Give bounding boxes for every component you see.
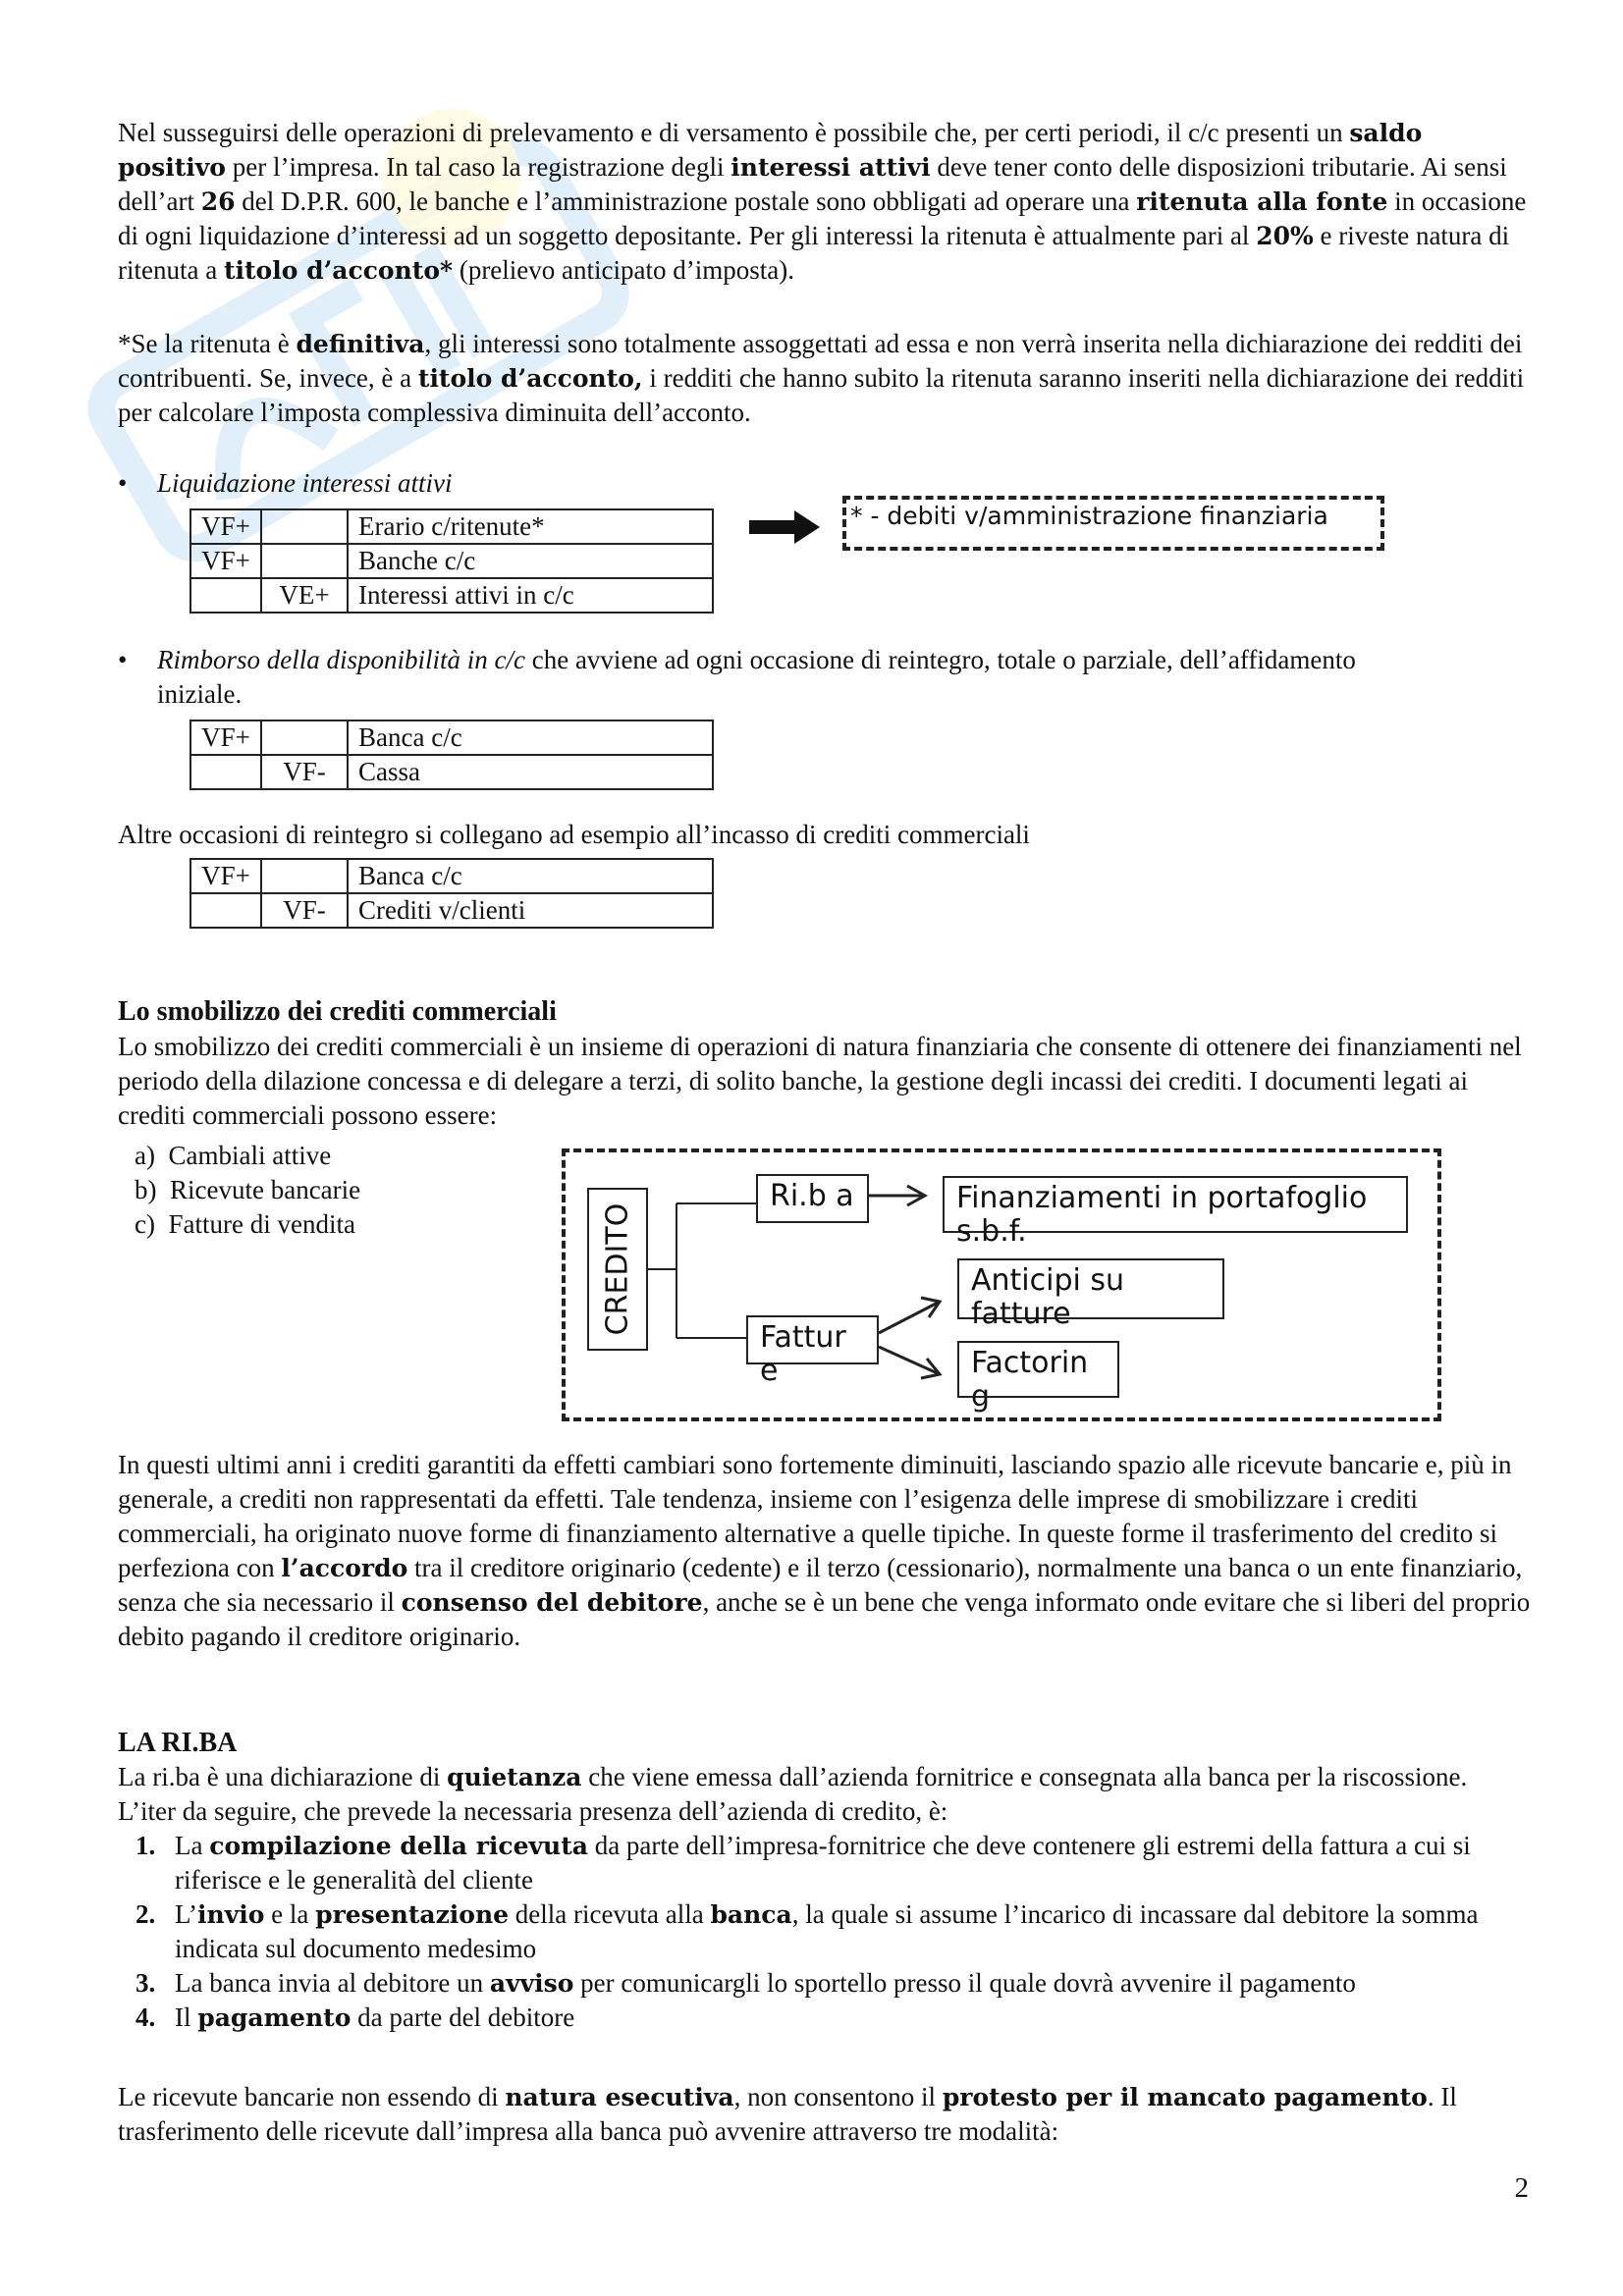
table-row: VF+ Banca c/c [190,859,713,893]
bullet-icon: • [118,468,128,498]
list-item: c) Fatture di vendita [135,1209,355,1239]
journal-table-reintegro [189,858,714,929]
factoring-box: Factorin g [957,1341,1119,1398]
fatture-box: Fattur e [746,1315,879,1364]
table-row: VF+ Banche c/c [190,544,713,578]
document-types-list [135,1139,547,1242]
riba-box: Ri.b a [756,1174,869,1223]
trend-paragraph: In questi ultimi anni i crediti garantiti da effetti cambiari sono fortemente diminuiti, lasciando spazio alle ricevute bancarie e, più in generale, a crediti non rappresentati da effetti. Tale tendenza, insieme con l’esigenza delle imprese di smobilizzare i crediti commerciali, ha originato nuove forme di finanziamento alternative a quelle tipiche. In queste forme il trasferimento del credito si perfeziona con l’accordo tra il creditore originario (cedente) e il terzo (cessionario), normalmente una banca o un ente finanziario, senza che sia necessario il consenso del debitore, anche se è un bene che venga informato onde evitare che si liberi del proprio debito pagando il creditore originario. [118,1450,1531,1651]
closing-paragraph: Le ricevute bancarie non essendo di natura esecutiva, non consentono il protesto per il mancato pagamento. Il trasferimento delle ricevute dall’impresa alla banca può avvenire attraverso tre modalità: [118,2082,1457,2146]
list-item: 4. Il pagamento da parte del debitore [135,2002,575,2032]
journal-table-interessi [189,508,714,614]
table-row: VF- Crediti v/clienti [190,893,713,928]
smobilizzo-text: Lo smobilizzo dei crediti commerciali è un insieme di operazioni di natura finanziaria che consente di ottenere dei finanziamenti nel periodo della dilazione concessa e di delegare a terzi, di solito banche, la gestione degli incassi dei crediti. I documenti legati ai crediti commerciali possono essere: [118,1032,1522,1130]
bullet-icon: • [118,645,128,674]
list-item: 2. L’invio e la presentazione della ricevuta alla banca, la quale si assume l’incarico di incassare dal debitore la somma indicata sul documento medesimo [135,1899,1479,1963]
anticipi-box: Anticipi su fatture [957,1258,1224,1319]
list-item: 3. La banca invia al debitore un avviso per comunicargli lo sportello presso il quale dovrà avvenire il pagamento [135,1968,1356,1998]
journal-table-rimborso [189,720,714,790]
section-heading-smobilizzo: Lo smobilizzo dei crediti commerciali [118,996,557,1027]
table-row: VF+ Banca c/c [190,721,713,755]
note-box: * - debiti v/amministrazione finanziaria [842,496,1384,551]
list-item: a) Cambiali attive [135,1141,332,1170]
finanziamenti-box: Finanziamenti in portafoglio s.b.f. [943,1176,1408,1233]
riba-intro: La ri.ba è una dichiarazione di quietanza che viene emessa dall’azienda fornitrice e consegnata alla banca per la riscossione. L’iter da seguire, che prevede la necessaria presenza dell’azienda di credito, è: [118,1762,1468,1826]
reintegro-text: Altre occasioni di reintegro si collegano ad esempio all’incasso di crediti commerciali [118,820,1030,849]
arrow-right-icon [749,510,820,544]
page-number: 2 [1514,2172,1529,2204]
list-item: 1. La compilazione della ricevuta da parte dell’impresa-fornitrice che deve contenere gli estremi della fattura a cui si riferisce e le generalità del cliente [135,1831,1471,1895]
section-heading-riba: LA RI.BA [118,1728,238,1758]
footnote-paragraph: *Se la ritenuta è definitiva, gli interessi sono totalmente assoggettati ad essa e non verrà inserita nella dichiarazione dei redditi dei contribuenti. Se, invece, è a titolo d’acconto, i redditi che hanno subito la ritenuta saranno inseriti nella dichiarazione dei redditi per calcolare l’imposta complessiva diminuita dell’acconto. [118,329,1525,427]
intro-paragraph: Nel susseguirsi delle operazioni di prelevamento e di versamento è possibile che, per certi periodi, il c/c presenti un saldo positivo per l’impresa. In tal caso la registrazione degli interessi attivi deve tener conto delle disposizioni tributarie. Ai sensi dell’art 26 del D.P.R. 600, le banche e l’amministrazione postale sono obbligati ad operare una ritenuta alla fonte in occasione di ogni liquidazione d’interessi ad un soggetto depositante. Per gli interessi la ritenuta è attualmente pari al 20% e riveste natura di ritenuta a titolo d’acconto* (prelievo anticipato d’imposta). [118,118,1527,285]
credito-box: CREDITO [587,1188,648,1351]
table-row: VE+ Interessi attivi in c/c [190,578,713,613]
riba-steps [118,1829,1532,2035]
list-item: b) Ricevute bancarie [135,1175,361,1204]
bullet-title: Liquidazione interessi attivi [157,468,453,498]
credit-diagram [562,1148,1445,1423]
table-row: VF+ Erario c/ritenute* [190,509,713,544]
table-row: VF- Cassa [190,755,713,789]
